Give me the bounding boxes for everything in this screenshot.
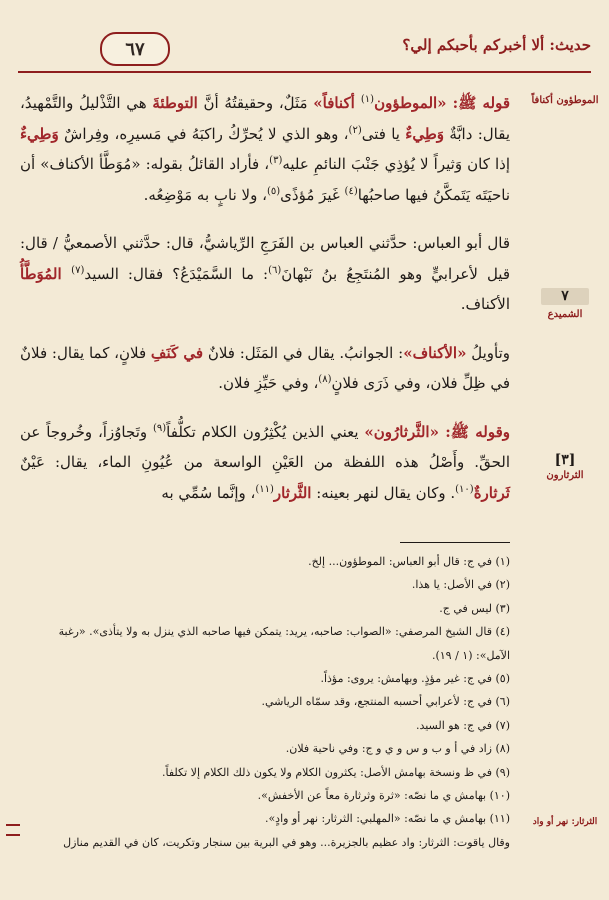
text: الأكناف. (460, 295, 510, 313)
footnotes (20, 550, 510, 854)
side-note-4 (525, 816, 605, 829)
footnote-item: (٥) في ج: غير مؤذٍ. وبهامش: يروى: مؤذاً. (320, 672, 510, 686)
footnote-item: (٦) في ج: لأعرابي أحسبه المنتجع، وقد سمّاه الرياشي. (261, 695, 510, 709)
keyword: التوطئةَ (152, 94, 198, 112)
keyword: وَطِيءٌ (20, 124, 59, 143)
text: فلانٍ، كما يقال: فلانٌ في ظِلِّ فلان، وفي ذَرَى فلانٍ (20, 343, 510, 392)
keyword: الثَّرثار (273, 483, 312, 502)
text: وتَجاوُزاً، وخُروجاً عن الحقِّ. وأَصْلُ هذه اللفظة من العَيْنِ الواسعة من عُيُونِ الماء، يقال: عَيْنٌ (20, 422, 510, 471)
side-note-2 (525, 288, 605, 322)
footnote-item: (٣) ليس في ج. (439, 601, 510, 615)
text: ، وهو الذي لا يُحرِّكُ راكبَهُ في مَسيرِه، وفِراشٌ (58, 124, 349, 143)
footnote-ref[interactable]: (١) (360, 94, 375, 105)
text: ، ولا نابٍ به مَوْضِعُه. (143, 185, 267, 204)
text: ، وفي حَيِّزِ فلان. (218, 374, 319, 392)
footnote-ref[interactable]: (٧) (71, 264, 85, 276)
footnote-item: (٤) قال الشيخ المرصفي: «الصواب: صاحبه، يريد: يتمكن فيها صاحبه الذي ينزل به ولا يتأذى». «رغبة (58, 625, 510, 639)
text: وتأويلُ (466, 343, 511, 362)
text: ، فأراد القائلُ بقوله: «مُوَطَّأ الأكناف» أن ناحيَتَه يَتَمكَّنُ فيها صاحبُها (20, 155, 510, 204)
footnote-item: (٩) في ظ ونسخة بهامش الأصل: يكثرون الكلام ولا يكون ذلك الكلام إلا تكلفاً. (161, 765, 510, 779)
footnote-divider (400, 542, 510, 543)
footnote-ref[interactable]: (٢) (348, 124, 362, 136)
footnote-ref[interactable]: (٩) (152, 422, 167, 434)
keyword: وَطِيءٌ (405, 124, 445, 143)
text: مَثَلٌ، وحقيقتُهُ أنَّ (197, 94, 314, 112)
header-rule (18, 71, 591, 73)
side-note-number: ٧ (541, 288, 589, 305)
footnote-item: (١) في ج: قال أبو العباس: الموطؤون... إلخ. (308, 555, 510, 568)
footnote-item: الآمل»: (١ / ١٩). (431, 648, 510, 662)
text: قال أبو العباس: حدَّثني العباس بن الفَرَجِ الرِّياشيُّ، قال: حدَّثني الأصمعيُّ / قال: قيل لأعرابيٍّ وهو المُنتَجِعُ بنُ نَبْهانَ (20, 234, 510, 283)
footnote-ref[interactable]: (٤) (344, 185, 358, 197)
text: . وكان يقال لنهر بعينه: (311, 483, 456, 502)
phrase: وقوله ﷺ: (438, 422, 510, 441)
paragraph-3 (20, 338, 510, 399)
text: ، وإنَّما سُمِّي به (161, 483, 256, 502)
footnote-item: (٧) في ج: هو السيد. (415, 718, 510, 732)
keyword: «الثَّرثارُون» (364, 422, 439, 441)
footnote-ref[interactable]: (٣) (269, 155, 283, 166)
paragraph-2 (20, 228, 510, 320)
text: : ما السَّمَيْدَعُ؟ فقال: السيد (84, 264, 269, 283)
running-title: حديث: ألا أخبركم بأحبكم إلي؟ (402, 36, 591, 54)
side-note-label: الثرثارون (546, 469, 584, 481)
paragraph-1 (20, 88, 510, 210)
keyword: ثَرثارةٌ (473, 483, 510, 502)
side-note-3 (525, 452, 605, 483)
text: يعني الذين يُكْثِرُون الكلام تكلُّفاً (166, 422, 365, 441)
footnote-item: وقال ياقوت: الثرثار: واد عظيم بالجزيرة... وهو في البرية بين سنجار وتكريت، كان في القديم منازل (63, 835, 510, 849)
page-number: ٦٧ (125, 38, 145, 60)
footnote-item: (٨) زاد في أ و ب و س و ي و ج: وفي ناحية فلان. (285, 742, 510, 756)
continuation-mark (6, 824, 20, 836)
footnote-ref[interactable]: (٦) (268, 264, 282, 276)
footnote-item: (١١) بهامش ي ما نصّه: «المهلبي: الثرثار: نهر أو وادٍ». (264, 812, 510, 826)
side-note-number: [٣] (554, 452, 576, 468)
text: غَيرَ مُؤذًى (280, 185, 345, 204)
page-header (18, 28, 591, 74)
text: إذا كان وَثيراً لا يُؤذِي جَنْبَ النائمِ عليه (282, 155, 510, 173)
footnote-item: (٢) في الأصل: يا هذا. (411, 578, 510, 592)
main-text (20, 88, 510, 526)
footnote-ref[interactable]: (٥) (266, 185, 281, 197)
paragraph-4 (20, 417, 510, 509)
text: يا فتى (361, 124, 406, 143)
side-note-label: الثرثار: نهر أو واد (532, 817, 598, 827)
text: هي التَّذْليلُ والتَّمْهيدُ، يقال: دابَّةٌ (20, 94, 510, 143)
footnote-ref[interactable]: (٨) (318, 374, 332, 385)
keyword: المُوَطَّأُ (20, 264, 72, 283)
footnote-ref[interactable]: (١١) (255, 483, 274, 495)
side-note-1 (525, 94, 605, 108)
keyword: «الأكناف» (403, 343, 467, 362)
text: : الجوانبُ. يقال في المَثَل: فلانٌ (203, 343, 404, 362)
side-note-label: الموطؤون أكنافاً (531, 95, 599, 106)
side-note-label: الشميدع (547, 308, 583, 320)
keyword: أكنافاً» (313, 94, 361, 112)
footnote-item: (١٠) بهامش ي ما نصّه: «ثرة وثرثارة معاً عن الأخفش». (257, 789, 510, 803)
footnote-ref[interactable]: (١٠) (455, 483, 474, 495)
phrase: قوله ﷺ: (446, 94, 510, 112)
page-number-badge (100, 32, 170, 66)
keyword: في كَنَفِ (150, 343, 204, 362)
keyword: «الموطؤون (374, 94, 447, 112)
